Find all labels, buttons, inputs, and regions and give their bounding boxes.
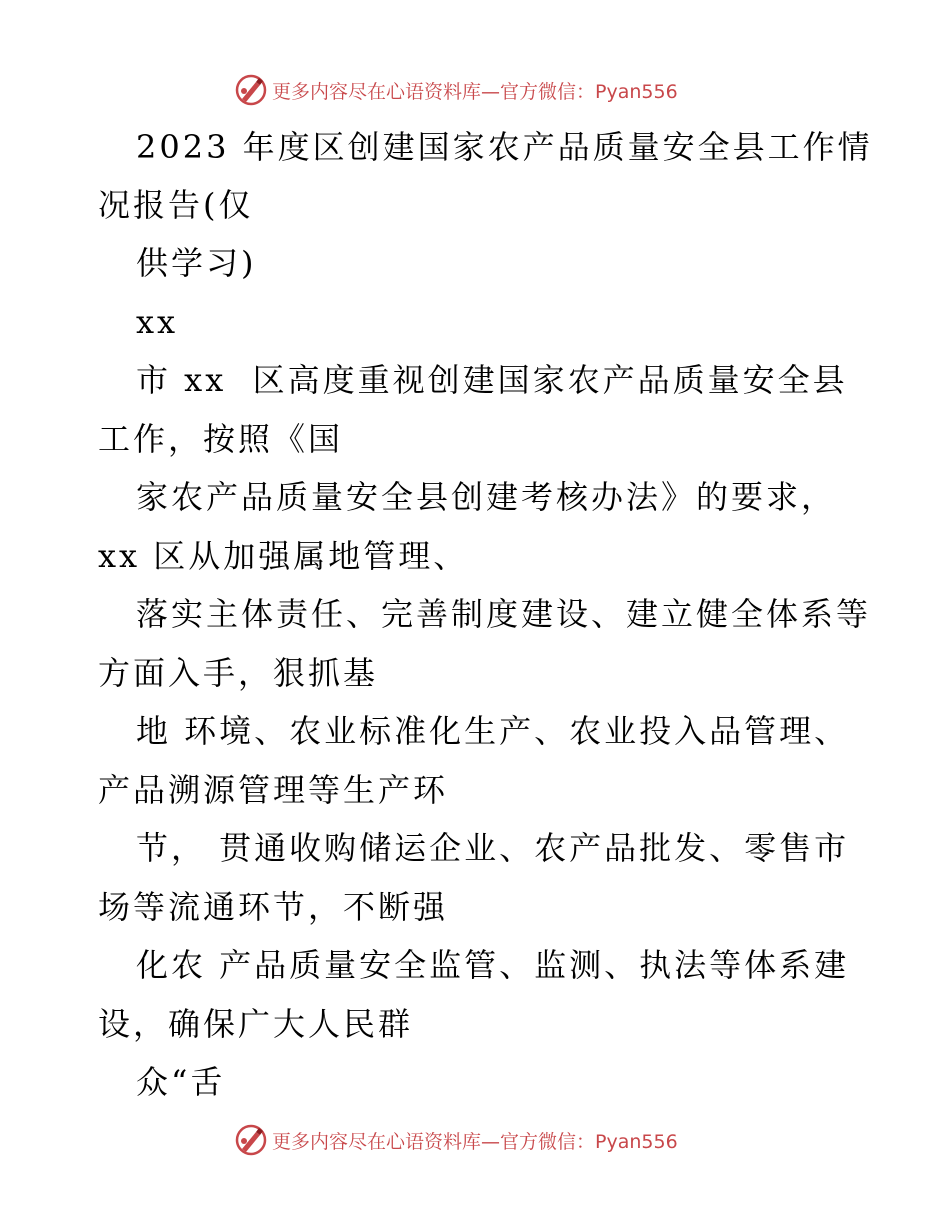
pen-logo-icon [234, 1123, 268, 1157]
watermark-banner-bottom [234, 1122, 714, 1158]
doc-line: 产品溯源管理等生产环 [98, 771, 449, 809]
doc-line: 供学习) [136, 244, 257, 282]
doc-line: 众“舌 [136, 1063, 226, 1101]
doc-line: 市 xx 区高度重视创建国家农产品质量安全县 [136, 361, 848, 399]
pen-logo-icon [234, 73, 268, 107]
doc-line: xx 区从加强属地管理、 [98, 537, 469, 575]
doc-line: 设，确保广大人民群 [98, 1005, 414, 1043]
watermark-text: 更多内容尽在心语资料库—官方微信：Pyan556 [272, 1130, 678, 1153]
doc-line: 节， 贯通收购储运企业、农产品批发、零售市 [136, 829, 850, 867]
watermark-text: 更多内容尽在心语资料库—官方微信：Pyan556 [272, 80, 678, 103]
doc-line: 况报告(仅 [98, 186, 254, 224]
doc-line: 化农 产品质量安全监管、监测、执法等体系建 [136, 946, 850, 984]
doc-line: 家农产品质量安全县创建考核办法》的要求， [136, 478, 837, 516]
doc-line: 场等流通环节，不断强 [98, 888, 449, 926]
doc-line: xx [136, 303, 179, 341]
doc-line: 工作，按照《国 [98, 420, 344, 458]
doc-line: 2023 年度区创建国家农产品质量安全县工作情 [136, 128, 873, 166]
doc-line: 地 环境、农业标准化生产、农业投入品管理、 [136, 712, 850, 750]
doc-line: 方面入手，狠抓基 [98, 654, 379, 692]
watermark-banner-top [234, 72, 714, 108]
doc-line: 落实主体责任、完善制度建设、建立健全体系等 [136, 595, 872, 633]
